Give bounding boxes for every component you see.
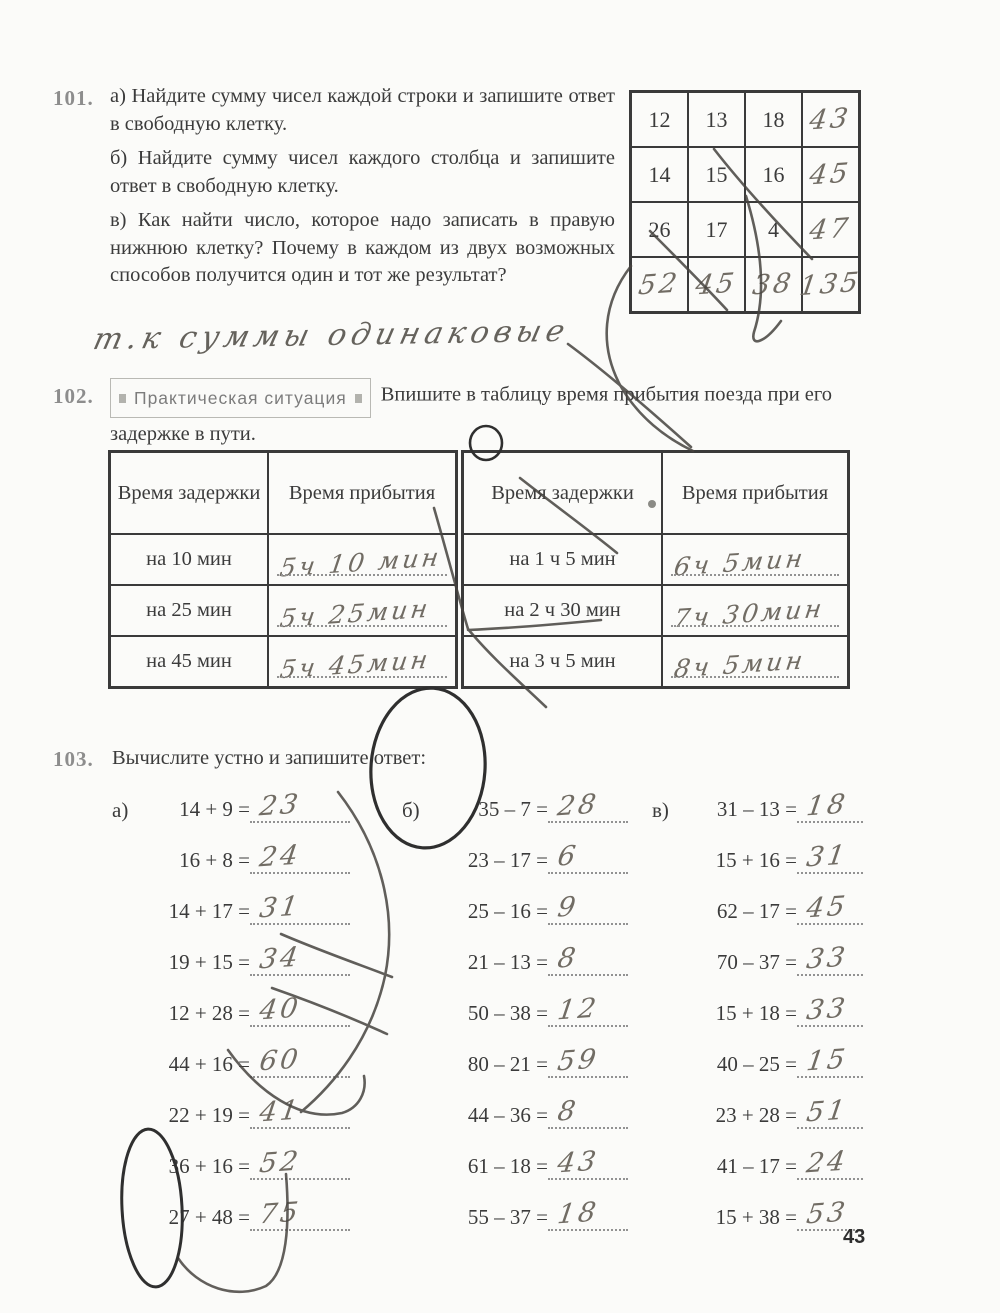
arrival-time-table [108, 450, 850, 689]
handwritten-answer: 34 [257, 941, 303, 976]
grid-cell: 16 [745, 147, 802, 202]
handwritten-col-sum: 45 [693, 267, 740, 302]
equation-row [112, 874, 350, 925]
delay-cell: на 45 мин [110, 636, 268, 687]
table-right-half [461, 450, 850, 689]
exercise-101-part-v: в) Как найти число, которое надо записать в правую нижнюю клетку? Почему в каждом из двух возможных способов получится один и тот же результат? [110, 209, 615, 286]
answer-slot [250, 838, 350, 874]
equation-row [652, 1078, 863, 1129]
exercise-101-part-a: а) Найдите сумму чисел каждой строки и запишите ответ в свободную клетку. [110, 85, 615, 135]
equation-expression: 50 – 38 = [467, 1001, 548, 1025]
equation-expression: 15 + 38 = [715, 1205, 797, 1229]
grid-answer-cell [631, 257, 688, 312]
delay-cell: на 1 ч 5 мин [463, 534, 662, 585]
handwritten-answer: 60 [257, 1043, 303, 1078]
column-header-delay: Время задержки [463, 452, 662, 534]
answer-slot [250, 991, 350, 1027]
column-header-delay: Время задержки [110, 452, 268, 534]
badge-label: Практическая ситуация [134, 388, 347, 408]
equation-expression: 31 – 13 = [716, 797, 797, 821]
delay-cell: на 3 ч 5 мин [463, 636, 662, 687]
exercise-102-number: 102. [53, 384, 94, 408]
handwritten-answer: 6 [555, 840, 581, 873]
equation-column-v [652, 772, 863, 1231]
arrival-answer-cell [662, 636, 848, 687]
equation-row [402, 772, 628, 823]
handwritten-answer: 28 [555, 788, 601, 823]
equation-expression: 44 – 36 = [467, 1103, 548, 1127]
exercise-103-title: Вычислите устно и запишите ответ: [112, 747, 427, 769]
arrival-answer-cell [268, 534, 456, 585]
grid-cell: 26 [631, 202, 688, 257]
equation-expression: 14 + 17 = [168, 899, 250, 923]
equation-expression: 21 – 13 = [467, 950, 548, 974]
equation-expression: 27 + 48 = [168, 1205, 250, 1229]
handwritten-answer: 24 [257, 839, 303, 874]
equation-row [402, 925, 628, 976]
badge-marker-icon [355, 394, 362, 403]
delay-cell: на 2 ч 30 мин [463, 585, 662, 636]
column-header-arrival: Время прибытия [662, 452, 848, 534]
answer-slot [548, 787, 628, 823]
equation-row [652, 925, 863, 976]
equation-expression: 61 – 18 = [467, 1154, 548, 1178]
exercise-102-intro [110, 378, 862, 450]
answer-slot [548, 838, 628, 874]
equation-row [402, 823, 628, 874]
handwritten-answer: 52 [257, 1145, 303, 1180]
equation-row [112, 976, 350, 1027]
equation-expression: 12 + 28 = [168, 1001, 250, 1025]
grid-answer-cell [802, 147, 859, 202]
equation-expression: 16 + 8 = [179, 848, 250, 872]
table-left-half [108, 450, 458, 689]
answer-slot [797, 1042, 863, 1078]
delay-cell: на 10 мин [110, 534, 268, 585]
handwritten-row-sum: 43 [807, 102, 854, 137]
equation-expression: 35 – 7 = [478, 797, 548, 821]
equation-label: в) [652, 798, 669, 822]
equation-row [402, 976, 628, 1027]
handwritten-answer: 18 [804, 788, 850, 823]
answer-slot [548, 1042, 628, 1078]
equation-row [652, 772, 863, 823]
handwritten-answer: 9 [555, 891, 581, 924]
handwritten-col-sum: 38 [750, 267, 797, 302]
equation-row [112, 925, 350, 976]
grid-cell: 4 [745, 202, 802, 257]
answer-slot [797, 940, 863, 976]
handwritten-answer: 75 [257, 1196, 303, 1231]
handwritten-answer: 43 [555, 1145, 601, 1180]
equation-row [402, 1180, 628, 1231]
grid-answer-cell [802, 202, 859, 257]
answer-slot [250, 889, 350, 925]
grid-cell: 18 [745, 92, 802, 147]
equation-row [112, 1129, 350, 1180]
handwritten-answer: 31 [257, 890, 303, 925]
exercise-101-number: 101. [53, 86, 94, 110]
delay-cell: на 25 мин [110, 585, 268, 636]
handwritten-answer: 23 [257, 788, 303, 823]
equation-expression: 40 – 25 = [716, 1052, 797, 1076]
equation-expression: 15 + 16 = [715, 848, 797, 872]
equation-row [402, 1027, 628, 1078]
grid-cell: 15 [688, 147, 745, 202]
handwritten-answer: 33 [804, 992, 850, 1027]
answer-slot [797, 787, 863, 823]
handwritten-answer: 8 [555, 942, 581, 975]
handwritten-answer: 31 [804, 839, 850, 874]
handwritten-answer: 5ч 45мин [278, 644, 433, 685]
answer-slot [797, 1093, 863, 1129]
answer-slot [250, 1144, 350, 1180]
grid-cell: 13 [688, 92, 745, 147]
handwritten-answer: 40 [257, 992, 303, 1027]
handwritten-answer: 45 [804, 890, 850, 925]
equation-row [112, 1027, 350, 1078]
handwritten-answer: 59 [555, 1043, 601, 1078]
answer-slot [250, 1093, 350, 1129]
answer-slot [797, 889, 863, 925]
equation-expression: 44 + 16 = [168, 1052, 250, 1076]
equation-expression: 23 + 28 = [715, 1103, 797, 1127]
sum-grid-table [629, 90, 864, 314]
handwritten-row-sum: 45 [807, 157, 854, 192]
equation-expression: 36 + 16 = [168, 1154, 250, 1178]
equation-expression: 19 + 15 = [168, 950, 250, 974]
practice-situation-badge [110, 378, 371, 418]
equation-label: а) [112, 798, 129, 822]
equation-row [112, 1180, 350, 1231]
grid-answer-cell [688, 257, 745, 312]
equation-expression: 70 – 37 = [716, 950, 797, 974]
handwritten-answer: 18 [555, 1196, 601, 1231]
handwritten-answer: 12 [555, 992, 601, 1027]
handwritten-answer: 7ч 30мин [672, 593, 827, 634]
answer-slot [548, 1093, 628, 1129]
answer-slot [797, 1144, 863, 1180]
intro-text: Впишите в таблицу время прибытия поезда при его задержке в пути. [110, 383, 833, 445]
equation-row [402, 1129, 628, 1180]
answer-slot [797, 991, 863, 1027]
arrival-answer-cell [268, 585, 456, 636]
column-header-arrival: Время прибытия [268, 452, 456, 534]
answer-slot [548, 1195, 628, 1231]
equation-row [112, 823, 350, 874]
equation-expression: 23 – 17 = [467, 848, 548, 872]
equation-row [402, 874, 628, 925]
exercise-101-part-b: б) Найдите сумму чисел каждого столбца и запишите ответ в свободную клетку. [110, 147, 615, 197]
grid-cell: 12 [631, 92, 688, 147]
handwritten-answer: 5ч 10 мин [277, 542, 444, 583]
handwritten-answer: 53 [804, 1196, 850, 1231]
equation-column-a [112, 772, 350, 1231]
equation-expression: 41 – 17 = [716, 1154, 797, 1178]
equation-row [652, 1027, 863, 1078]
equation-row [652, 1180, 863, 1231]
grid-cell: 14 [631, 147, 688, 202]
handwritten-col-sum: 52 [636, 267, 683, 302]
equation-expression: 22 + 19 = [168, 1103, 250, 1127]
answer-slot [548, 991, 628, 1027]
grid-answer-cell [802, 92, 859, 147]
equation-expression: 15 + 18 = [715, 1001, 797, 1025]
equation-row [112, 1078, 350, 1129]
handwritten-answer: 24 [804, 1145, 850, 1180]
equation-row [652, 976, 863, 1027]
answer-slot [250, 1195, 350, 1231]
equation-row [112, 772, 350, 823]
equation-expression: 62 – 17 = [716, 899, 797, 923]
grid-cell: 17 [688, 202, 745, 257]
arrival-answer-cell [662, 534, 848, 585]
handwritten-answer: 41 [257, 1094, 303, 1129]
handwritten-answer: 5ч 25мин [278, 593, 433, 634]
arrival-answer-cell [268, 636, 456, 687]
answer-slot [797, 838, 863, 874]
exercise-101-text [110, 83, 615, 297]
equation-row [652, 823, 863, 874]
handwritten-answer: 8 [555, 1095, 581, 1128]
exercise-103-number: 103. [53, 747, 94, 771]
handwritten-row-sum: 47 [807, 212, 854, 247]
equation-row [402, 1078, 628, 1129]
handwritten-answer: 33 [804, 941, 850, 976]
equation-label: б) [402, 798, 420, 822]
equation-row [652, 1129, 863, 1180]
answer-slot [250, 787, 350, 823]
answer-slot [548, 940, 628, 976]
equation-expression: 25 – 16 = [467, 899, 548, 923]
page-number: 43 [843, 1226, 866, 1248]
handwritten-answer: 6ч 5мин [672, 543, 808, 582]
handwritten-answer: 8ч 5мин [672, 645, 808, 684]
grid-answer-cell [797, 257, 864, 312]
answer-slot [548, 1144, 628, 1180]
grid-answer-cell [745, 257, 802, 312]
answer-slot [548, 889, 628, 925]
equation-expression: 80 – 21 = [467, 1052, 548, 1076]
handwritten-total: 135 [797, 266, 864, 303]
badge-marker-icon [119, 394, 126, 403]
handwritten-answer: 15 [804, 1043, 850, 1078]
handwritten-answer: 51 [804, 1094, 850, 1129]
equation-column-b [402, 772, 628, 1231]
arrival-answer-cell [662, 585, 848, 636]
equation-expression: 14 + 9 = [179, 797, 250, 821]
handwritten-note: т.к суммы одинаковые [89, 313, 574, 358]
answer-slot [250, 940, 350, 976]
equation-expression: 55 – 37 = [467, 1205, 548, 1229]
equation-row [652, 874, 863, 925]
answer-slot [250, 1042, 350, 1078]
